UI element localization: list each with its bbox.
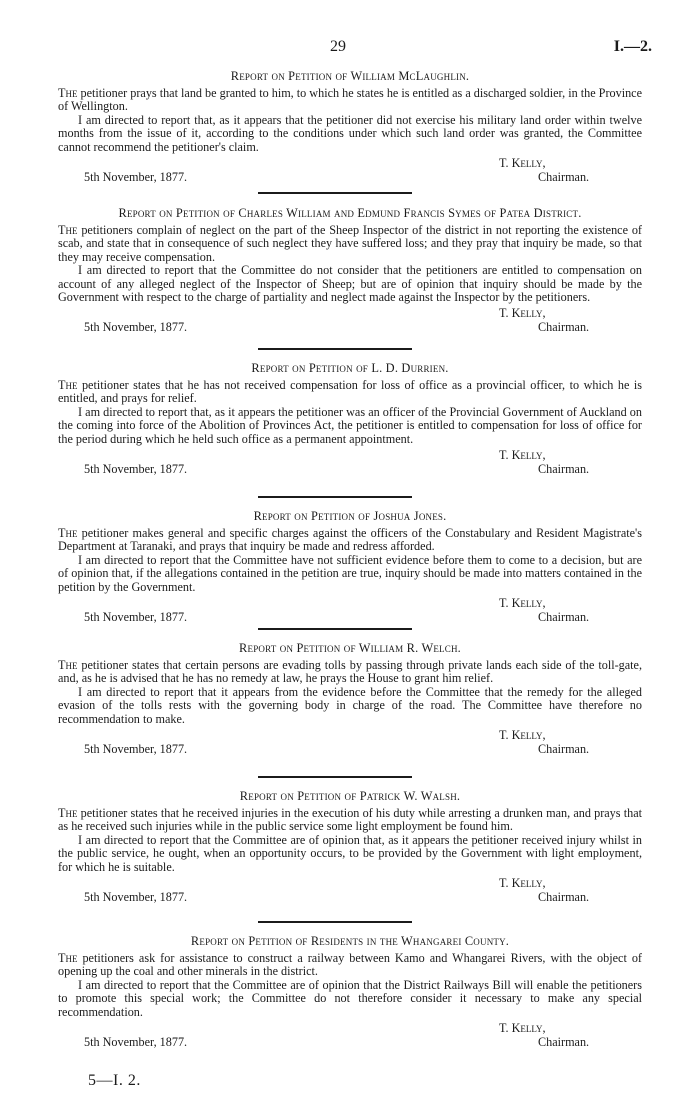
committee-report: I am directed to report that the Committee are of opinion that the District Railways Bill will enable the petitioners to promote this special work; the Committee do not therefore consider it necessary to make any special recommendation. xyxy=(58,977,642,1019)
petition-text: petitioner states that certain persons are evading tolls by passing through private lands each side of the toll-gate, and, as he is advised that he has no remedy at law, he prays the House to grant him relief. xyxy=(58,658,642,686)
petition-report xyxy=(58,788,642,906)
petitioner-name: Joshua Jones. xyxy=(373,509,447,523)
lead-word: The xyxy=(58,378,78,392)
petitioner-name: William R. Welch. xyxy=(358,641,461,655)
report-body xyxy=(58,952,642,1019)
signature-block xyxy=(58,448,642,478)
signature-block xyxy=(58,306,642,336)
printer-signature-mark: 5—I. 2. xyxy=(88,1072,141,1089)
section-divider xyxy=(258,628,412,630)
signatory-role: Chairman. xyxy=(538,320,590,335)
report-body xyxy=(58,224,642,304)
petition-summary xyxy=(58,87,642,114)
petitioner-name: Residents in the Whangarei County. xyxy=(310,934,510,948)
petitioner-name: Charles William and Edmund Francis Symes of Patea District. xyxy=(238,206,582,220)
petition-text: petitioner prays that land be granted to him, to which he states he is entitled as a discharged soldier, in the Province of Wellington. xyxy=(58,86,642,114)
signatory-role: Chairman. xyxy=(538,462,590,477)
lead-word: The xyxy=(58,86,78,100)
section-divider xyxy=(258,192,412,194)
committee-report: I am directed to report that the Committee are of opinion that, as it appears the petitioner received injury whilst in the public service, he ought, when an opportunity occurs, to be provided by the Government with light employment, for which he is suitable. xyxy=(58,832,642,874)
petition-report xyxy=(58,68,642,186)
report-title-prefix: Report on Petition of xyxy=(190,934,311,948)
petition-text: petitioner makes general and specific charges against the officers of the Constabulary and Resident Magistrate's Department at Taranaki, and prays that inquiry be made and redress afforded. xyxy=(58,526,642,554)
report-title xyxy=(58,360,642,376)
report-title xyxy=(58,933,642,949)
lead-word: The xyxy=(58,658,78,672)
report-date: 5th November, 1877. xyxy=(84,1035,188,1050)
petition-summary xyxy=(58,527,642,554)
report-title xyxy=(58,68,642,84)
signatory-role: Chairman. xyxy=(538,1035,590,1050)
petition-text: petitioners ask for assistance to construct a railway between Kamo and Whangarei Rivers, with the object of opening up the coal and other minerals in the district. xyxy=(58,951,642,979)
report-date: 5th November, 1877. xyxy=(84,320,188,335)
report-title-prefix: Report on Petition of xyxy=(253,509,374,523)
petition-report xyxy=(58,360,642,478)
report-title xyxy=(58,788,642,804)
report-title-prefix: Report on Petition of xyxy=(239,641,359,655)
report-title xyxy=(58,640,642,656)
signatory: T. Kelly, xyxy=(499,876,546,891)
signature-block xyxy=(58,1021,642,1051)
report-body xyxy=(58,87,642,154)
petitioner-name: L. D. Durrien. xyxy=(371,361,449,375)
lead-word: The xyxy=(58,223,78,237)
report-body xyxy=(58,527,642,594)
report-body xyxy=(58,379,642,446)
report-body xyxy=(58,807,642,874)
lead-word: The xyxy=(58,806,78,820)
committee-report: I am directed to report that the Committee do not consider that the petitioners are entitled to compensation on account of any alleged neglect of the Inspector of Sheep; but are of opinion that inquiry should be made by the Government with respect to the charge of partiality and neglect made against the Inspector by the petitioners. xyxy=(58,263,642,305)
petition-summary xyxy=(58,224,642,264)
section-divider xyxy=(258,348,412,350)
petition-report xyxy=(58,508,642,626)
signature-block xyxy=(58,876,642,906)
petition-summary xyxy=(58,952,642,979)
signature-block xyxy=(58,728,642,758)
lead-word: The xyxy=(58,951,78,965)
signatory: T. Kelly, xyxy=(499,1021,546,1036)
signatory: T. Kelly, xyxy=(499,306,546,321)
page-header xyxy=(0,38,700,60)
petition-report xyxy=(58,640,642,758)
section-divider xyxy=(258,921,412,923)
petition-report xyxy=(58,933,642,1051)
signatory: T. Kelly, xyxy=(499,156,546,171)
signatory-role: Chairman. xyxy=(538,890,590,905)
committee-report: I am directed to report that it appears from the evidence before the Committee that the remedy for the alleged evasion of the tolls rests with the governing body in charge of the road. The Committee have therefore no recommendation to make. xyxy=(58,684,642,726)
petition-text: petitioner states that he received injuries in the execution of his duty while arresting a drunken man, and prays that as he received such injuries while in the public service some light employment be found him. xyxy=(58,806,642,834)
report-date: 5th November, 1877. xyxy=(84,610,188,625)
paper-reference: I.—2. xyxy=(613,38,652,55)
petition-text: petitioners complain of neglect on the part of the Sheep Inspector of the district in not reporting the existence of scab, and state that in consequence of such neglect they have suffered loss; and they pray that inquiry be made, so that they may receive compensation. xyxy=(58,223,642,264)
signatory-role: Chairman. xyxy=(538,170,590,185)
signature-block xyxy=(58,156,642,186)
committee-report: I am directed to report that, as it appears that the petitioner did not exercise his military land order within twelve months from the issue of it, according to the conditions under which such land order was granted, the Committee cannot recommend the petitioner's claim. xyxy=(58,112,642,154)
petition-summary xyxy=(58,659,642,686)
report-title-prefix: Report on Petition of xyxy=(230,69,351,83)
report-body xyxy=(58,659,642,726)
report-title xyxy=(58,508,642,524)
page-number: 29 xyxy=(330,38,346,55)
report-date: 5th November, 1877. xyxy=(84,742,188,757)
petitioner-name: William McLaughlin. xyxy=(350,69,470,83)
lead-word: The xyxy=(58,526,78,540)
report-title-prefix: Report on Petition of xyxy=(118,206,239,220)
petition-report xyxy=(58,205,642,336)
petition-summary xyxy=(58,807,642,834)
committee-report: I am directed to report that, as it appears the petitioner was an officer of the Provincial Government of Auckland on the coming into force of the Abolition of Provinces Act, the petitioner is entitled to compensation for loss of office for the period during which he held such office as a permanent appointment. xyxy=(58,404,642,446)
report-date: 5th November, 1877. xyxy=(84,170,188,185)
report-title-prefix: Report on Petition of xyxy=(239,789,360,803)
report-date: 5th November, 1877. xyxy=(84,462,188,477)
report-date: 5th November, 1877. xyxy=(84,890,188,905)
signatory: T. Kelly, xyxy=(499,448,546,463)
petition-summary xyxy=(58,379,642,406)
committee-report: I am directed to report that the Committee have not sufficient evidence before them to come to a decision, but are of opinion that, if the allegations contained in the petition are true, inquiry should be made into matters contained in the petition by the Government. xyxy=(58,552,642,594)
report-title xyxy=(58,205,642,221)
signature-block xyxy=(58,596,642,626)
section-divider xyxy=(258,496,412,498)
signatory: T. Kelly, xyxy=(499,596,546,611)
signatory: T. Kelly, xyxy=(499,728,546,743)
signatory-role: Chairman. xyxy=(538,610,590,625)
petitioner-name: Patrick W. Walsh. xyxy=(359,789,461,803)
report-title-prefix: Report on Petition of xyxy=(251,361,372,375)
petition-text: petitioner states that he has not received compensation for loss of office as a provincial officer, to which he is entitled, and prays for relief. xyxy=(58,378,642,406)
section-divider xyxy=(258,776,412,778)
signatory-role: Chairman. xyxy=(538,742,590,757)
